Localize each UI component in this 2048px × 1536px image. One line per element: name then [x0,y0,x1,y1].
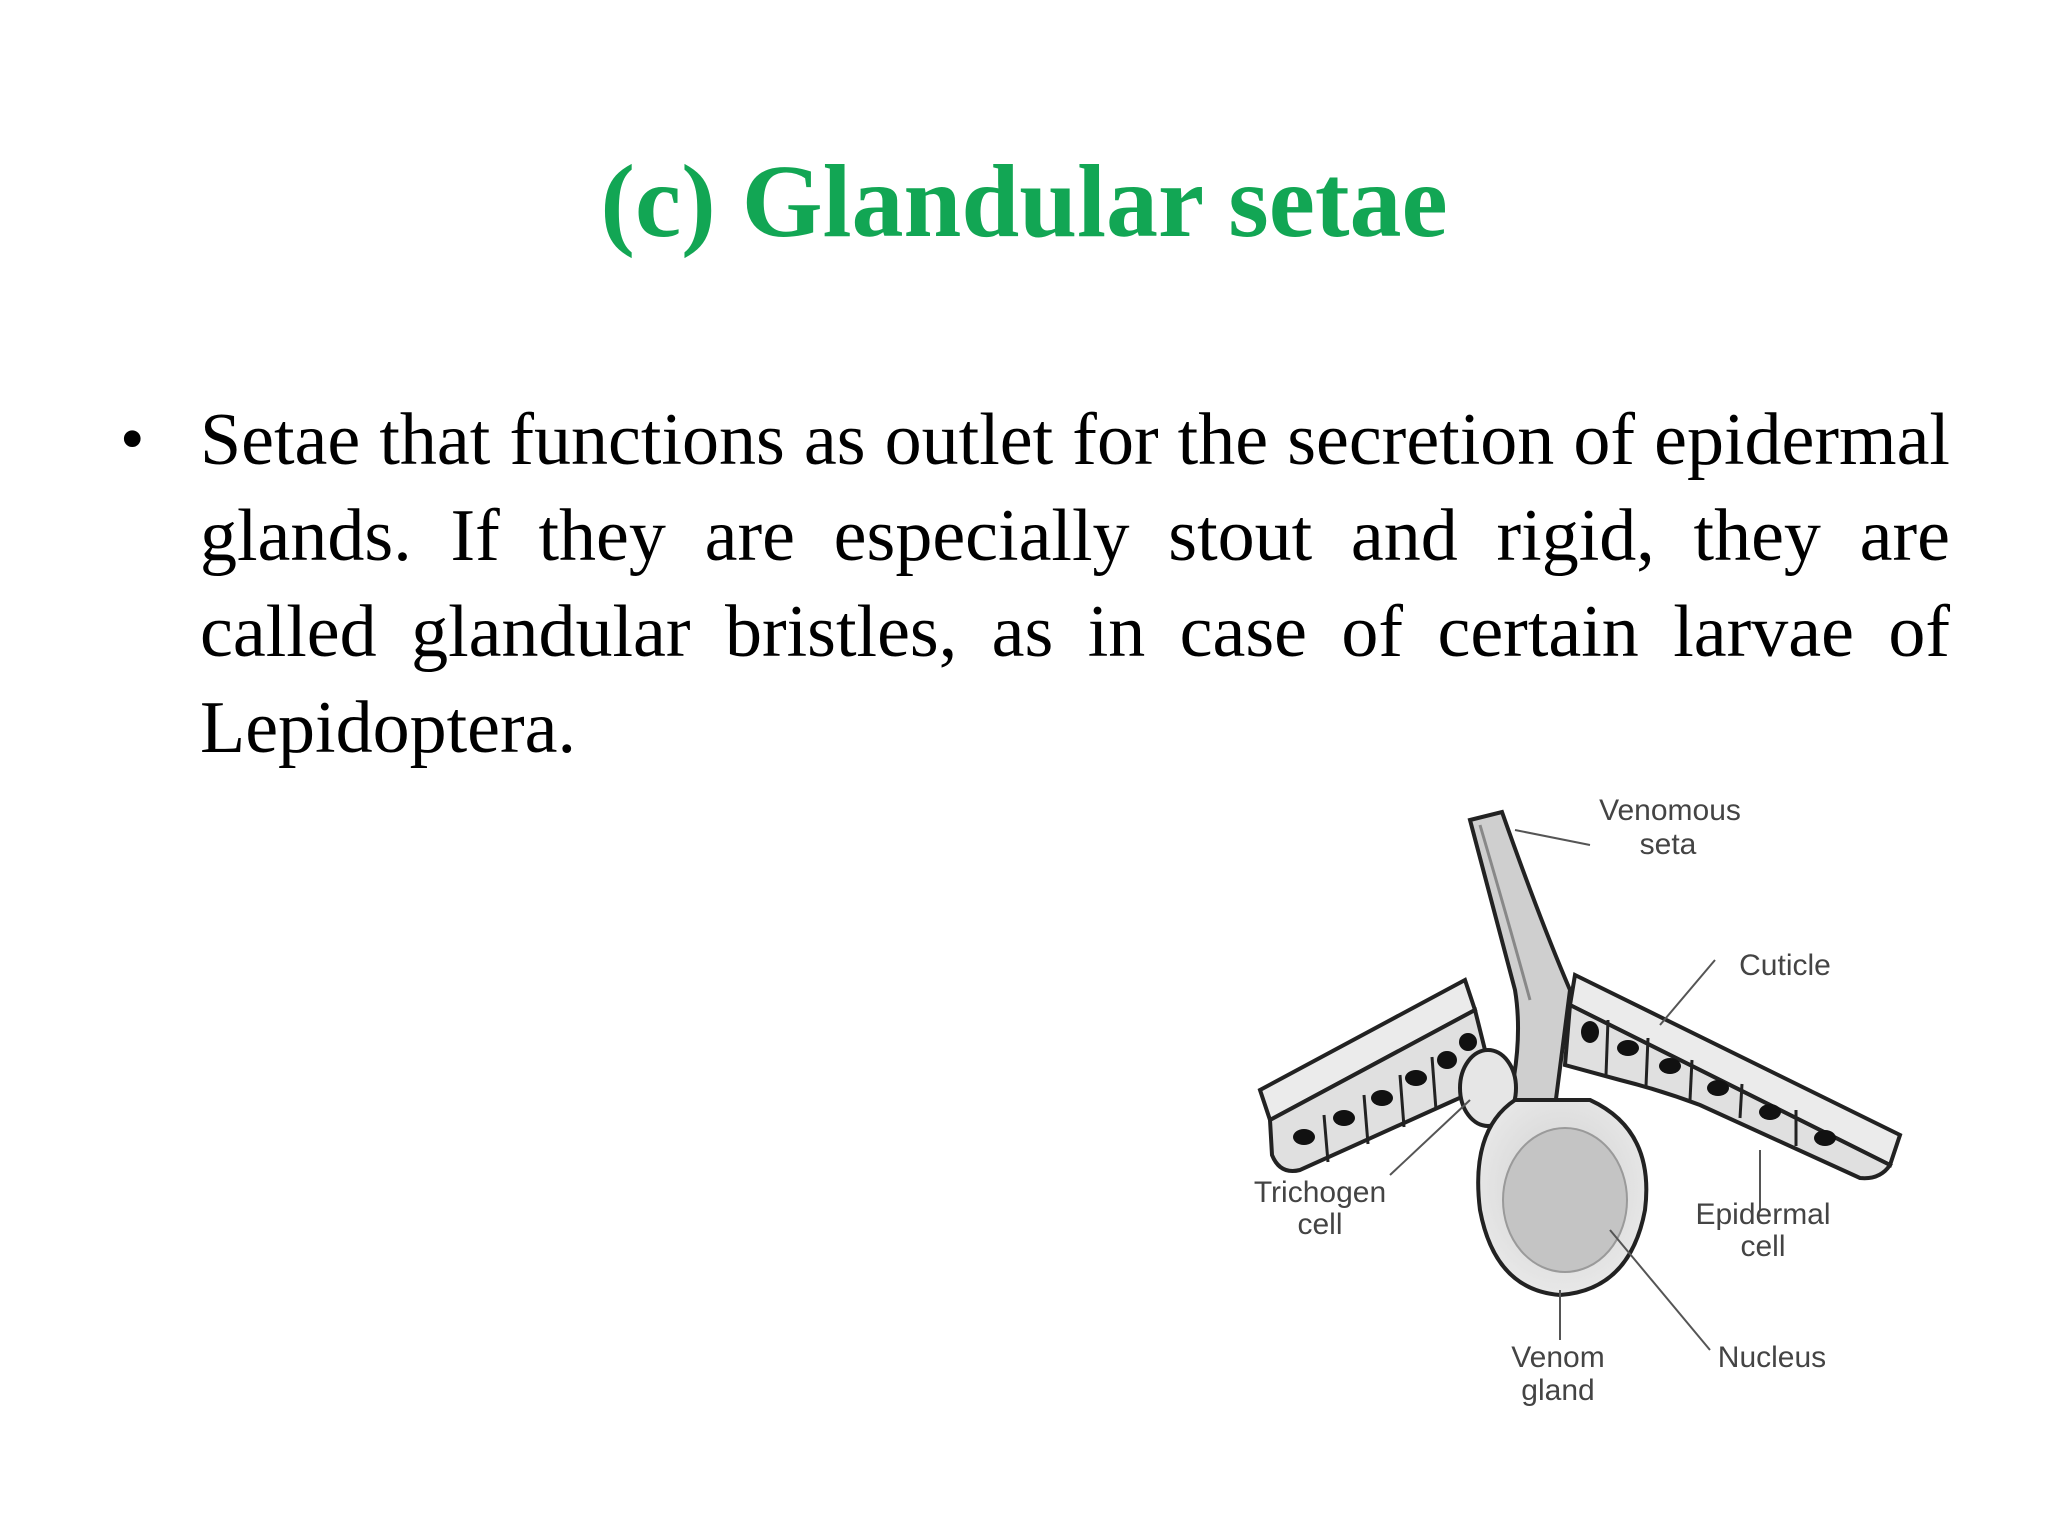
bullet-text: Setae that functions as outlet for the secretion of epidermal glands. If they are especially stout and rigid, they are called glandular bristles, as in case of certain larvae of Lepidoptera. [200,399,1950,769]
gland-nucleus [1503,1128,1627,1272]
label-cuticle: Cuticle [1739,949,1831,982]
label-epidermal-cell: cell [1740,1230,1786,1263]
slide-title: (c) Glandular setae [600,144,1448,259]
label-seta: seta [1639,828,1697,861]
label-trichogen-cell: cell [1297,1208,1343,1241]
label-gland: gland [1521,1374,1595,1407]
bullet-item [120,392,1950,776]
glandular-seta-diagram [1240,770,1920,1430]
label-trichogen: Trichogen [1253,1176,1387,1209]
label-venomous: Venomous [1599,794,1741,827]
label-nucleus: Nucleus [1717,1341,1827,1374]
bullet-marker: • [120,401,145,478]
bullet-list [120,392,1950,776]
label-epidermal: Epidermal [1695,1198,1831,1231]
label-venom: Venom [1511,1341,1605,1374]
